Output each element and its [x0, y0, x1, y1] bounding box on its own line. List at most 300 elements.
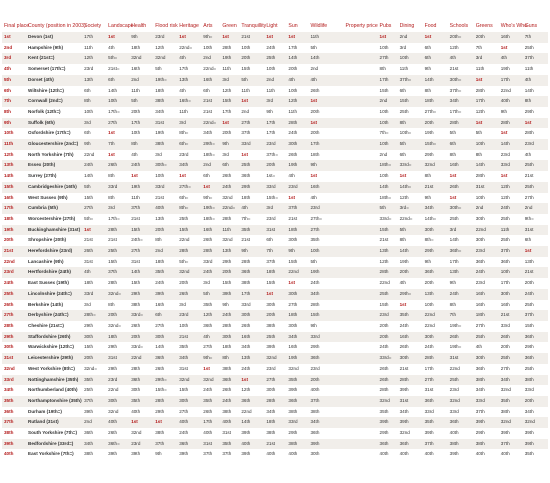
final-place-cell: 17th	[2, 203, 26, 214]
table-row	[2, 171, 548, 182]
rank-cell: 21st	[239, 235, 264, 246]
rank-cell: 25th	[499, 235, 523, 246]
rank-cell: 1st	[286, 193, 308, 204]
county-cell: Bedfordshire (33rd=)	[26, 439, 82, 450]
rank-cell: 40th	[378, 449, 398, 460]
rank-cell: 4th	[308, 193, 343, 204]
rank-cell: 38th	[264, 321, 286, 332]
rank-cell: 27th	[264, 375, 286, 386]
rank-cell: 6th	[201, 171, 220, 182]
rank-cell: 11th	[264, 86, 286, 97]
rank-cell: 10th	[378, 118, 398, 129]
rank-cell: 36th	[474, 364, 499, 375]
rank-cell: 1st	[239, 150, 264, 161]
rank-cell: 35th	[378, 407, 398, 418]
rank-cell: 22nd	[239, 407, 264, 418]
rank-cell	[344, 364, 378, 375]
rank-cell: 4th	[106, 43, 129, 54]
rank-cell: 24th	[129, 160, 153, 171]
rank-cell: 36th	[398, 439, 423, 450]
final-place-cell: 6th	[2, 86, 26, 97]
rank-cell: 12th	[398, 193, 423, 204]
rank-cell: 1st	[448, 193, 474, 204]
rank-cell: 37th	[523, 310, 548, 321]
rank-cell	[344, 96, 378, 107]
rank-cell: 32nd	[448, 396, 474, 407]
rank-cell: 21st	[201, 107, 220, 118]
rank-cell: 26th	[308, 86, 343, 97]
rank-cell: 36th	[239, 396, 264, 407]
rank-cell: 16th	[448, 160, 474, 171]
rank-cell: 28th	[106, 225, 129, 236]
rank-cell: 34th	[239, 342, 264, 353]
rank-cell: 4th	[474, 342, 499, 353]
rank-cell: 30th=	[448, 203, 474, 214]
rank-cell: 17th	[474, 96, 499, 107]
rank-cell: 17th	[220, 107, 239, 118]
rank-cell: 35th	[129, 396, 153, 407]
rank-cell: 32nd	[423, 160, 448, 171]
table-row	[2, 364, 548, 375]
county-cell: Cumbria (5th)	[26, 203, 82, 214]
rank-cell: 4th	[308, 75, 343, 86]
rank-cell: 37th	[82, 396, 106, 407]
rank-cell: 11th	[177, 107, 201, 118]
rank-cell: 25th	[523, 364, 548, 375]
rank-cell: 40th	[220, 417, 239, 428]
rank-cell: 23rd	[308, 203, 343, 214]
county-cell: Devon (1st)	[26, 32, 82, 43]
rank-cell	[344, 375, 378, 386]
rank-cell: 29th	[82, 321, 106, 332]
final-place-cell: 29th	[2, 332, 26, 343]
rank-cell: 10th	[308, 246, 343, 257]
rank-cell: 32nd=	[106, 321, 129, 332]
rank-cell: 20th	[378, 332, 398, 343]
rank-cell: 34th	[177, 353, 201, 364]
rank-cell: 1st	[308, 171, 343, 182]
final-place-cell: 38th	[2, 428, 26, 439]
rank-cell: 18th	[264, 417, 286, 428]
rank-cell	[344, 193, 378, 204]
rank-cell: 7th=	[239, 214, 264, 225]
rank-cell: 12th	[448, 43, 474, 54]
header-flood-risk: Flood risk	[155, 23, 178, 30]
rank-cell: 6th	[398, 86, 423, 97]
header-row	[2, 4, 548, 32]
rank-cell: 30th	[499, 289, 523, 300]
rank-cell: 13th	[423, 289, 448, 300]
rank-cell: 35th	[201, 300, 220, 311]
rank-cell: 36th	[220, 375, 239, 386]
rank-cell: 11th	[239, 86, 264, 97]
rank-cell: 29th	[220, 257, 239, 268]
rank-cell: 5th	[153, 64, 177, 75]
rank-cell: 9th	[220, 300, 239, 311]
rank-cell: 30th	[220, 332, 239, 343]
rank-cell: 22nd=	[177, 43, 201, 54]
rank-cell: 29th	[153, 407, 177, 418]
rank-cell	[344, 150, 378, 161]
rank-cell: 8th	[398, 118, 423, 129]
rank-cell: 21st	[423, 182, 448, 193]
rank-cell: 32nd	[129, 428, 153, 439]
table-row	[2, 321, 548, 332]
header-landscape: Landscape	[108, 23, 134, 30]
rank-cell: 1st	[499, 43, 523, 54]
rank-cell: 5th=	[106, 53, 129, 64]
rank-cell: 20th	[153, 225, 177, 236]
rank-cell: 33rd	[499, 160, 523, 171]
rank-cell: 15th	[378, 225, 398, 236]
rank-cell: 34th	[177, 160, 201, 171]
rank-cell: 8th	[106, 171, 129, 182]
rank-cell: 15th	[82, 193, 106, 204]
rank-cell: 34th	[423, 203, 448, 214]
rank-cell: 32nd	[201, 375, 220, 386]
final-place-cell: 31st	[2, 353, 26, 364]
rank-cell	[344, 257, 378, 268]
rank-cell: 21st	[106, 235, 129, 246]
rank-cell: 16th	[239, 332, 264, 343]
rank-cell: 26th	[448, 182, 474, 193]
rank-cell: 31st	[264, 225, 286, 236]
rank-cell: 24th	[523, 289, 548, 300]
rank-cell: 30th	[264, 300, 286, 311]
final-place-cell: 22nd	[2, 257, 26, 268]
rank-cell: 27th=	[308, 214, 343, 225]
final-place-cell: 16th	[2, 193, 26, 204]
rank-cell: 20th	[523, 278, 548, 289]
rank-cell: 10th	[499, 267, 523, 278]
rank-cell: 34th	[201, 128, 220, 139]
rank-cell: 24th	[398, 321, 423, 332]
rank-cell: 38th	[308, 407, 343, 418]
rank-cell: 6th	[448, 139, 474, 150]
rank-cell	[344, 75, 378, 86]
rank-cell: 32nd	[378, 396, 398, 407]
rank-cell: 27th	[106, 118, 129, 129]
table-row	[2, 257, 548, 268]
table-row	[2, 428, 548, 439]
rank-cell: 16th	[201, 75, 220, 86]
table-row	[2, 160, 548, 171]
rank-cell: 26th	[201, 407, 220, 418]
rank-cell: 6th	[423, 53, 448, 64]
rank-cell: 8th	[153, 235, 177, 246]
county-cell: Buckinghamshire (31st)	[26, 225, 82, 236]
rank-cell: 36th=	[106, 439, 129, 450]
rank-cell: 15th	[220, 278, 239, 289]
rank-cell: 9th	[264, 107, 286, 118]
rank-cell: 28th	[129, 364, 153, 375]
rank-cell: 19th=	[448, 321, 474, 332]
table-row	[2, 300, 548, 311]
rank-cell: 14th	[129, 267, 153, 278]
rank-cell: 15th	[106, 257, 129, 268]
rank-cell: 15th	[129, 278, 153, 289]
table-row	[2, 332, 548, 343]
rank-cell: 23rd	[264, 214, 286, 225]
rank-cell: 10th	[398, 53, 423, 64]
rank-cell: 33rd	[523, 385, 548, 396]
rank-cell: 14th	[308, 53, 343, 64]
rank-cell	[344, 246, 378, 257]
rank-cell: 2nd	[378, 150, 398, 161]
rank-cell: 25th	[523, 160, 548, 171]
rank-cell: 17th	[448, 257, 474, 268]
rank-cell: 24th	[201, 385, 220, 396]
rank-cell: 4th	[286, 75, 308, 86]
rank-cell: 6th	[201, 86, 220, 97]
rank-cell: 5th	[239, 75, 264, 86]
rank-cell: 7th	[523, 32, 548, 43]
rank-cell: 11th	[82, 43, 106, 54]
rank-cell: 5th	[129, 96, 153, 107]
rank-cell: 27th	[286, 300, 308, 311]
rank-cell: 23rd	[448, 385, 474, 396]
rank-cell: 21st	[286, 214, 308, 225]
rank-cell	[344, 407, 378, 418]
rank-cell: 22nd	[129, 353, 153, 364]
rank-cell: 26th	[201, 235, 220, 246]
rank-cell: 35th	[499, 396, 523, 407]
rank-cell: 9th	[448, 278, 474, 289]
county-cell: Nottinghamshire (35th)	[26, 375, 82, 386]
rank-cell: 17th	[423, 364, 448, 375]
rank-cell: 2nd	[201, 53, 220, 64]
rank-cell: 30th	[286, 321, 308, 332]
table-row	[2, 128, 548, 139]
rank-cell: 39th	[286, 385, 308, 396]
rank-cell: 15th=	[264, 193, 286, 204]
rank-cell: 3rd	[106, 203, 129, 214]
rank-cell	[344, 353, 378, 364]
rank-cell: 33rd=	[378, 353, 398, 364]
rank-cell: 39th	[177, 449, 201, 460]
rank-cell: 1st	[474, 75, 499, 86]
rank-cell: 13th	[82, 75, 106, 86]
rank-cell: 34th	[499, 375, 523, 386]
rank-cell: 26th	[448, 332, 474, 343]
rank-cell	[344, 439, 378, 450]
rank-cell: 13th	[220, 246, 239, 257]
rank-cell: 28th	[177, 246, 201, 257]
rank-cell: 1st	[264, 289, 286, 300]
rank-cell	[344, 385, 378, 396]
rank-cell: 28th	[398, 375, 423, 386]
rank-cell: 14th	[423, 75, 448, 86]
rank-cell: 38th	[129, 300, 153, 311]
rank-cell: 10th	[264, 64, 286, 75]
rank-cell: 7th	[264, 246, 286, 257]
rank-cell: 18th	[220, 342, 239, 353]
rank-cell: 39th	[423, 428, 448, 439]
rank-cell: 37th	[286, 203, 308, 214]
county-cell: Staffordshire (26th)	[26, 332, 82, 343]
rank-cell: 5th	[201, 289, 220, 300]
rank-cell: 29th	[474, 428, 499, 439]
rank-cell: 12th	[220, 86, 239, 97]
rank-cell: 2nd	[129, 75, 153, 86]
rank-cell: 19th	[499, 64, 523, 75]
rank-cell	[344, 43, 378, 54]
rank-cell: 25th	[239, 160, 264, 171]
rank-cell: 1st	[106, 32, 129, 43]
rank-cell	[344, 160, 378, 171]
rank-cell: 38th	[220, 364, 239, 375]
rank-cell: 10th	[201, 43, 220, 54]
header-greens: Greens	[475, 23, 493, 30]
rank-cell: 4th	[523, 75, 548, 86]
rank-cell: 9th	[499, 107, 523, 118]
rank-cell: 31st	[106, 353, 129, 364]
header-place: Final place	[4, 23, 30, 30]
rank-cell: 30th	[82, 332, 106, 343]
final-place-cell: 13th	[2, 160, 26, 171]
rank-cell: 9th	[286, 246, 308, 257]
rank-cell: 37th	[239, 128, 264, 139]
rank-cell: 14th	[474, 160, 499, 171]
rank-cell	[344, 214, 378, 225]
rank-cell: 22nd=	[201, 118, 220, 129]
county-cell: Hertfordshire (24th)	[26, 267, 82, 278]
table-row	[2, 439, 548, 450]
rank-cell: 25th	[82, 385, 106, 396]
header-schools: Schools	[449, 23, 469, 30]
rank-cell: 25th	[448, 214, 474, 225]
rank-cell: 9th	[423, 193, 448, 204]
rank-cell: 40th	[308, 385, 343, 396]
final-place-cell: 26th	[2, 300, 26, 311]
rank-cell: 8th	[220, 353, 239, 364]
rank-cell: 18th	[264, 267, 286, 278]
final-place-cell: 5th	[2, 75, 26, 86]
rank-cell: 2nd	[474, 203, 499, 214]
rank-cell: 30th	[177, 396, 201, 407]
rank-cell: 40th	[448, 428, 474, 439]
rank-cell: 37th	[201, 449, 220, 460]
rank-cell: 18th	[474, 310, 499, 321]
table-row	[2, 150, 548, 161]
rank-cell: 20th	[129, 107, 153, 118]
rank-cell: 40th	[286, 449, 308, 460]
rank-cell: 15th	[308, 310, 343, 321]
rank-cell: 12th	[153, 43, 177, 54]
rank-cell: 20th	[129, 332, 153, 343]
rank-cell: 24th	[286, 128, 308, 139]
rank-cell: 9th	[239, 246, 264, 257]
rank-cell: 25th	[523, 300, 548, 311]
county-cell: Derbyshire (24th=)	[26, 310, 82, 321]
rank-cell: 19th=	[448, 342, 474, 353]
rank-cell: 28th	[220, 321, 239, 332]
rank-cell: 3rd	[201, 278, 220, 289]
rank-cell: 32nd	[220, 193, 239, 204]
rank-cell: 19th	[398, 257, 423, 268]
rank-cell: 13th	[378, 246, 398, 257]
county-cell: Lancashire (9th)	[26, 257, 82, 268]
rank-cell: 6th	[106, 75, 129, 86]
rank-cell: 26th	[129, 321, 153, 332]
rank-cell: 1st	[448, 171, 474, 182]
final-place-cell: 3rd	[2, 53, 26, 64]
rank-cell: 1st	[499, 128, 523, 139]
rank-cell: 24th	[378, 342, 398, 353]
rank-cell: 37th	[499, 246, 523, 257]
rank-cell: 27th	[177, 407, 201, 418]
rank-cell: 17th	[239, 289, 264, 300]
rank-cell: 1st	[286, 32, 308, 43]
rank-cell: 21st	[378, 235, 398, 246]
rank-cell: 8th=	[423, 235, 448, 246]
rank-cell: 18th	[153, 86, 177, 97]
rank-cell: 32nd	[177, 267, 201, 278]
rank-cell: 21st	[398, 364, 423, 375]
rank-cell: 30th	[106, 396, 129, 407]
rank-cell: 12th	[239, 385, 264, 396]
rank-cell: 20th	[286, 64, 308, 75]
rank-cell: 18th	[286, 310, 308, 321]
rank-cell: 1st	[239, 96, 264, 107]
rank-cell: 15th	[378, 300, 398, 311]
rank-cell: 38th	[474, 375, 499, 386]
rank-cell: 10th	[378, 43, 398, 54]
rank-cell: 32nd	[398, 428, 423, 439]
rank-cell: 9th	[129, 32, 153, 43]
rank-cell: 39th	[308, 439, 343, 450]
rank-cell: 9th=	[201, 353, 220, 364]
rank-cell: 35th	[423, 417, 448, 428]
rank-cell: 35th	[177, 342, 201, 353]
rank-cell: 5th=	[177, 257, 201, 268]
rank-cell	[344, 310, 378, 321]
rank-cell: 17th	[129, 118, 153, 129]
rank-cell: 17th=	[106, 107, 129, 118]
rank-cell: 15th=	[153, 385, 177, 396]
rank-cell: 30th	[474, 353, 499, 364]
rank-cell: 17th	[201, 417, 220, 428]
rank-cell: 15th	[220, 96, 239, 107]
rank-cell: 33rd	[106, 182, 129, 193]
rank-cell: 17th	[264, 118, 286, 129]
rank-cell: 18th	[106, 332, 129, 343]
rank-cell: 35th	[153, 267, 177, 278]
rank-cell: 40th	[264, 449, 286, 460]
rank-cell: 27th	[82, 203, 106, 214]
rank-cell: 33rd=	[129, 342, 153, 353]
rank-cell: 3rd	[220, 75, 239, 86]
table-row	[2, 53, 548, 64]
rank-cell: 26th	[82, 246, 106, 257]
table-row	[2, 182, 548, 193]
header-light: Light	[266, 23, 278, 30]
rank-cell: 37th=	[264, 150, 286, 161]
rank-cell: 35th	[239, 225, 264, 236]
rank-cell: 24th	[474, 267, 499, 278]
rank-cell	[344, 203, 378, 214]
rank-cell: 3rd	[82, 118, 106, 129]
rank-cell: 17th	[177, 64, 201, 75]
rank-cell: 7th	[106, 139, 129, 150]
header-dining: Dining	[399, 23, 415, 30]
rank-cell: 23rd	[523, 139, 548, 150]
final-place-cell: 25th	[2, 289, 26, 300]
rank-cell: 35th	[398, 310, 423, 321]
final-place-cell: 21st	[2, 246, 26, 257]
rank-cell: 3rd	[264, 96, 286, 107]
rank-cell: 28th	[201, 246, 220, 257]
